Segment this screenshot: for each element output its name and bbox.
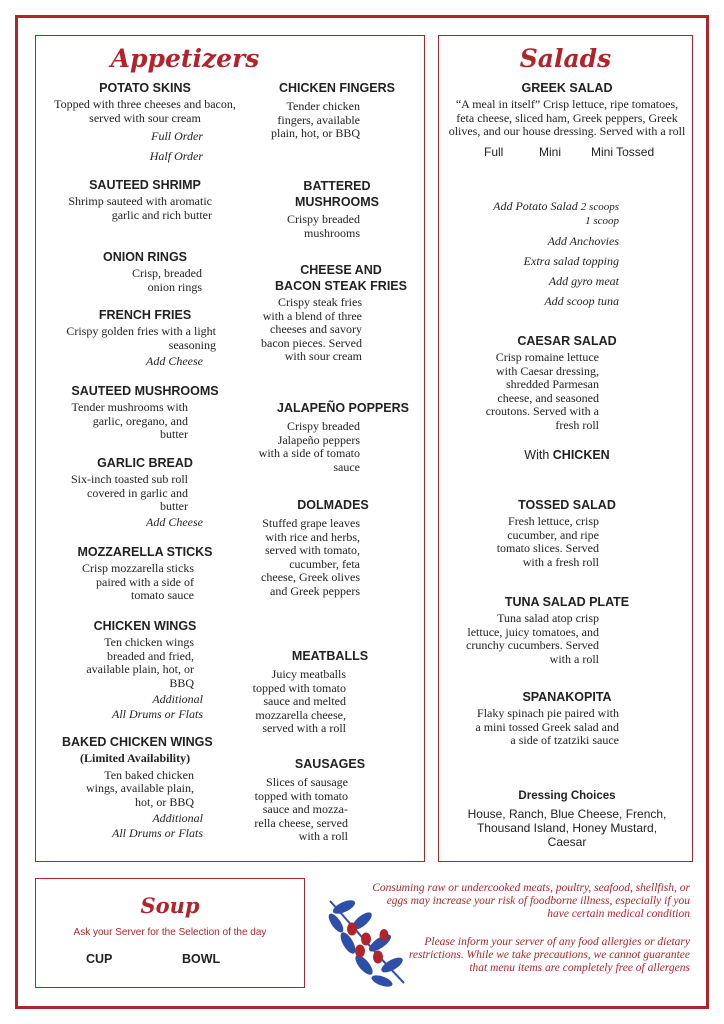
menu-item-potato-skins [50, 80, 240, 163]
item-option: Add Cheese [146, 354, 203, 368]
menu-item-sauteed-mushrooms [50, 383, 240, 442]
item-desc: Slices of sausage topped with tomato sauce and mozza-rella cheese, served with a roll [254, 775, 348, 843]
menu-item-jalapeno-poppers [258, 400, 428, 474]
addon-gyro: Add gyro meat [548, 274, 619, 288]
item-note: (Limited Availability) [80, 751, 191, 765]
size-full: Full [484, 144, 504, 159]
item-desc: “A meal in itself” Crisp lettuce, ripe tomatoes, feta cheese, sliced ham, Greek peppers, Greek olives, and our house dressing. Served with a roll [448, 97, 686, 138]
soup-cup: CUP [86, 952, 113, 966]
item-name: SPANAKOPITA [522, 690, 612, 704]
salad-addons [447, 199, 619, 308]
item-name: BAKED CHICKEN WINGS [62, 735, 213, 749]
appetizers-panel [35, 35, 425, 862]
item-desc: Crisp romaine lettuce with Caesar dressing, shredded Parmesan cheese, and seasoned croutons. Served with a fresh roll [485, 350, 599, 432]
menu-item-chicken-wings [50, 618, 240, 721]
menu-item-chicken-fingers [262, 80, 412, 141]
menu-item-onion-rings [50, 249, 240, 294]
dressing-title: Dressing Choices [518, 790, 616, 802]
item-desc: Crisp mozzarella sticks paired with a side of tomato sauce [82, 561, 194, 602]
item-desc: Fresh lettuce, crisp cucumber, and ripe tomato slices. Served with a fresh roll [496, 514, 599, 569]
item-name: CHEESE AND [300, 263, 382, 277]
item-name: CHICKEN FINGERS [279, 81, 395, 95]
allergy-notice: Please inform your server of any food allergies or dietary restrictions. While we take precautions, we cannot guarantee that menu items are completely free of allergens [408, 936, 690, 974]
dressing-list: House, Ranch, Blue Cheese, French, Thousand Island, Honey Mustard, Caesar [467, 807, 667, 849]
menu-item-meatballs [250, 648, 410, 736]
item-desc: Stuffed grape leaves with rice and herbs, served with tomato, cucumber, feta cheese, Greek olives and Greek peppers [261, 516, 360, 598]
menu-item-spanakopita [447, 689, 687, 748]
item-desc: Ten chicken wings breaded and fried, available plain, hot, or BBQ [86, 635, 194, 690]
item-name: SAUSAGES [294, 757, 366, 771]
item-option: All Drums or Flats [111, 826, 203, 840]
dressing-choices [447, 790, 687, 849]
menu-item-sausages [250, 756, 410, 844]
item-desc: Shrimp sauteed with aromatic garlic and rich butter [68, 194, 212, 222]
menu-item-tossed-salad [447, 497, 687, 569]
menu-item-sauteed-shrimp [50, 177, 240, 222]
appetizers-title: Appetizers [110, 44, 260, 73]
menu-item-cheese-bacon-fries [256, 262, 426, 364]
menu-item-dolmades [258, 497, 408, 598]
item-option: Half Order [149, 149, 203, 163]
salads-panel [438, 35, 693, 862]
soup-subtitle: Ask your Server for the Selection of the day [73, 927, 267, 938]
item-desc: Crispy breaded Jalapeño peppers with a side of tomato sauce [258, 419, 360, 474]
salads-title: Salads [519, 44, 612, 73]
size-options [447, 145, 687, 161]
raw-food-notice: Consuming raw or undercooked meats, poultry, seafood, shellfish, or eggs may increase your risk of foodborne illness, especially if you have certain medical condition [372, 882, 690, 920]
item-desc: Crisp, breaded onion rings [132, 266, 202, 294]
item-name: FRENCH FRIES [98, 308, 192, 322]
size-mini-tossed: Mini Tossed [591, 144, 655, 159]
item-option: Add Cheese [146, 514, 203, 529]
addon-potato-salad: Add Potato Salad 2 scoops [493, 199, 619, 213]
item-name: GARLIC BREAD [97, 456, 193, 470]
addon-one-scoop: 1 scoop [585, 215, 619, 227]
item-name: POTATO SKINS [99, 81, 191, 95]
item-option: Additional [152, 811, 203, 825]
item-name: BATTERED [303, 179, 371, 193]
menu-item-garlic-bread [50, 455, 240, 529]
item-desc: Juicy meatballs topped with tomato sauce and melted mozzarella cheese, served with a roll [252, 667, 346, 735]
item-option: Full Order [151, 129, 203, 143]
menu-item-baked-chicken-wings [50, 734, 260, 840]
soup-panel [35, 878, 305, 988]
item-desc: Tender mushrooms with garlic, oregano, and butter [71, 400, 188, 441]
item-name: SAUTEED SHRIMP [89, 178, 201, 192]
addon-tuna: Add scoop tuna [544, 294, 619, 308]
menu-item-battered-mushrooms [262, 178, 412, 240]
item-desc: Tender chicken fingers, available plain, hot, or BBQ [271, 99, 360, 140]
caesar-chicken-option: With CHICKEN [524, 448, 610, 462]
item-option: Additional [152, 692, 203, 706]
addon-extra-topping: Extra salad topping [523, 254, 619, 268]
item-name: DOLMADES [297, 498, 369, 512]
item-name: TOSSED SALAD [518, 498, 616, 512]
item-name: BACON STEAK FRIES [275, 279, 407, 293]
item-name: ONION RINGS [102, 250, 188, 264]
item-name: JALAPEÑO POPPERS [277, 401, 409, 415]
item-name: TUNA SALAD PLATE [504, 595, 630, 609]
menu-item-french-fries [50, 307, 240, 368]
size-mini: Mini [539, 144, 562, 159]
item-name: MEATBALLS [291, 649, 369, 663]
soup-bowl: BOWL [182, 952, 221, 966]
item-desc: Topped with three cheeses and bacon, served with sour cream [54, 97, 236, 125]
item-desc: Ten baked chicken wings, available plain, hot, or BBQ [86, 767, 194, 809]
item-name: CAESAR SALAD [517, 334, 617, 348]
soup-title: Soup [140, 893, 200, 918]
menu-item-mozzarella-sticks [50, 544, 240, 603]
item-desc: Flaky spinach pie paired with a mini tossed Greek salad and a side of tzatziki sauce [475, 706, 619, 747]
item-desc: Crispy breaded mushrooms [287, 212, 360, 240]
menu-item-tuna-salad-plate [447, 594, 687, 666]
item-name: MUSHROOMS [294, 195, 380, 209]
item-name: GREEK SALAD [521, 81, 613, 95]
addon-anchovies: Add Anchovies [547, 234, 619, 248]
item-name: SAUTEED MUSHROOMS [71, 384, 219, 398]
item-name: MOZZARELLA STICKS [77, 545, 213, 559]
item-desc: Crispy golden fries with a light seasoning [66, 324, 216, 352]
menu-item-greek-salad [447, 80, 687, 161]
item-desc: Six-inch toasted sub roll covered in garlic and butter [71, 472, 188, 513]
item-desc: Crispy steak fries with a blend of three cheeses and savory bacon pieces. Served with sour cream [261, 295, 362, 363]
item-option: All Drums or Flats [111, 707, 203, 721]
item-desc: Tuna salad atop crisp lettuce, juicy tomatoes, and crunchy cucumbers. Served with a roll [466, 611, 599, 666]
menu-item-caesar-salad [447, 333, 687, 462]
item-name: CHICKEN WINGS [93, 619, 197, 633]
